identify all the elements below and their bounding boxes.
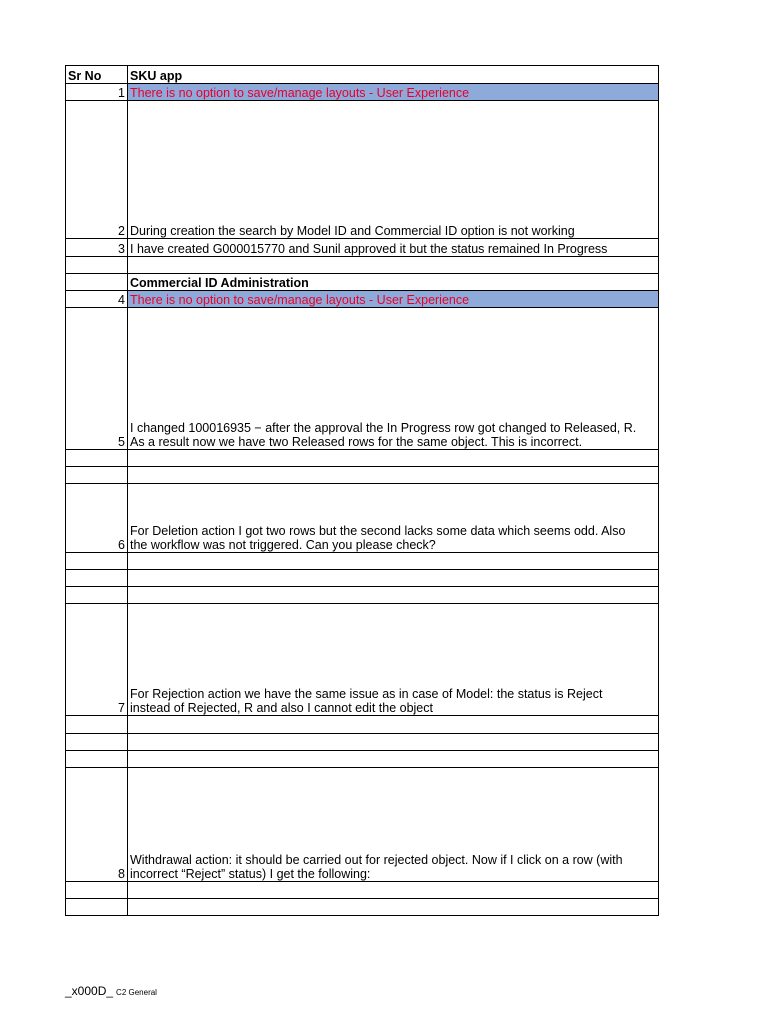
issues-table [65, 65, 659, 916]
empty-row [66, 751, 659, 768]
empty-row [66, 570, 659, 587]
issue-row-8 [66, 768, 659, 882]
empty-cell[interactable] [128, 899, 659, 916]
empty-row [66, 450, 659, 467]
empty-row [66, 734, 659, 751]
empty-row [66, 553, 659, 570]
header-row [66, 66, 659, 84]
empty-cell[interactable] [66, 274, 128, 291]
issue-row-1 [66, 84, 659, 101]
issue-text-line-1: For Deletion action I got two rows but the second lacks some data which seems odd. Also [130, 524, 626, 538]
classification-label: C2 General [116, 988, 157, 997]
empty-cell[interactable] [128, 734, 659, 751]
issue-text[interactable]: There is no option to save/manage layouts - User Experience [128, 84, 659, 101]
empty-cell[interactable] [66, 587, 128, 604]
empty-cell[interactable] [66, 467, 128, 484]
issue-text[interactable] [128, 484, 659, 553]
empty-row [66, 899, 659, 916]
issue-row-2 [66, 101, 659, 239]
empty-cell[interactable] [66, 716, 128, 734]
issue-text-line-2: instead of Rejected, R and also I cannot edit the object [130, 701, 433, 715]
issue-row-4 [66, 291, 659, 308]
section-title[interactable]: Commercial ID Administration [128, 274, 659, 291]
issue-text-line-1: I changed 100016935 − after the approval the In Progress row got changed to Released, R. [130, 421, 637, 435]
issue-row-3 [66, 239, 659, 257]
page-footer [65, 984, 157, 1000]
empty-cell[interactable] [66, 751, 128, 768]
issue-row-5 [66, 308, 659, 450]
empty-row [66, 882, 659, 899]
issue-number[interactable]: 5 [66, 308, 128, 450]
empty-cell[interactable] [128, 716, 659, 734]
issue-text[interactable]: During creation the search by Model ID and Commercial ID option is not working [128, 101, 659, 239]
header-sku-app[interactable]: SKU app [128, 66, 659, 84]
issue-number[interactable]: 3 [66, 239, 128, 257]
section-row [66, 274, 659, 291]
issue-number[interactable]: 6 [66, 484, 128, 553]
empty-row [66, 716, 659, 734]
issue-text-line-2: incorrect “Reject” status) I get the following: [130, 867, 371, 881]
issue-text[interactable] [128, 604, 659, 716]
issue-text[interactable]: There is no option to save/manage layouts - User Experience [128, 291, 659, 308]
issue-text[interactable] [128, 308, 659, 450]
issue-text-line-1: Withdrawal action: it should be carried out for rejected object. Now if I click on a row (with [130, 853, 623, 867]
empty-cell[interactable] [128, 751, 659, 768]
empty-cell[interactable] [128, 450, 659, 467]
empty-cell[interactable] [66, 553, 128, 570]
empty-cell[interactable] [128, 882, 659, 899]
empty-cell[interactable] [128, 570, 659, 587]
empty-row [66, 467, 659, 484]
header-sr-no[interactable]: Sr No [66, 66, 128, 84]
empty-cell[interactable] [66, 899, 128, 916]
empty-cell[interactable] [128, 553, 659, 570]
empty-cell[interactable] [66, 450, 128, 467]
empty-cell[interactable] [66, 257, 128, 274]
issue-text-line-2: the workflow was not triggered. Can you please check? [130, 538, 436, 552]
issue-number[interactable]: 4 [66, 291, 128, 308]
empty-cell[interactable] [128, 257, 659, 274]
empty-cell[interactable] [66, 882, 128, 899]
issue-text-line-2: As a result now we have two Released rows for the same object. This is incorrect. [130, 435, 583, 449]
empty-cell[interactable] [128, 467, 659, 484]
issue-row-6 [66, 484, 659, 553]
empty-row [66, 587, 659, 604]
issue-row-7 [66, 604, 659, 716]
empty-cell[interactable] [66, 734, 128, 751]
issue-text[interactable] [128, 768, 659, 882]
empty-row [66, 257, 659, 274]
issue-text[interactable]: I have created G000015770 and Sunil approved it but the status remained In Progress [128, 239, 659, 257]
empty-cell[interactable] [128, 587, 659, 604]
issue-number[interactable]: 8 [66, 768, 128, 882]
issue-number[interactable]: 1 [66, 84, 128, 101]
issue-number[interactable]: 7 [66, 604, 128, 716]
footer-code: _x000D_ [65, 984, 114, 998]
issue-number[interactable]: 2 [66, 101, 128, 239]
issue-text-line-1: For Rejection action we have the same issue as in case of Model: the status is Reject [130, 687, 603, 701]
empty-cell[interactable] [66, 570, 128, 587]
